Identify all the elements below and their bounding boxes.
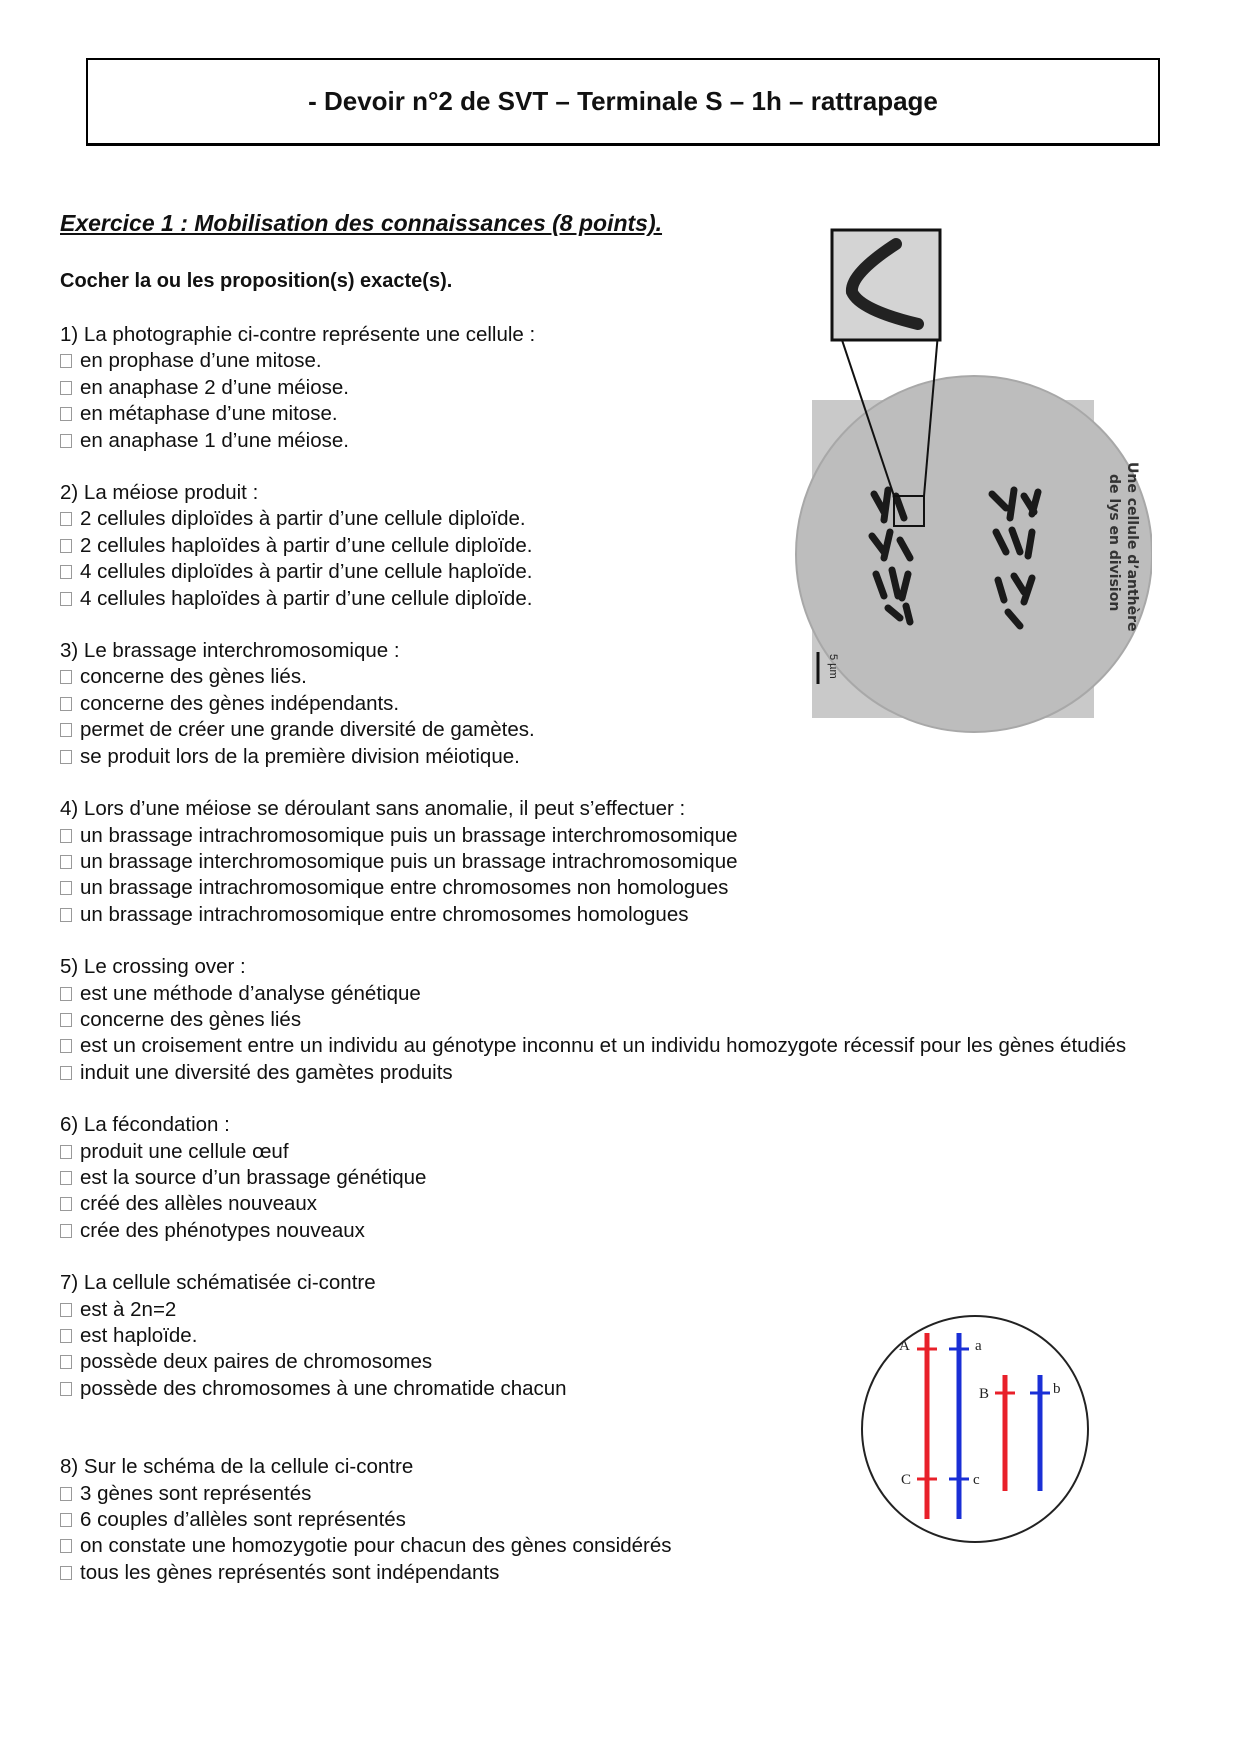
photo-caption-line1: Une cellule d’anthère bbox=[1124, 462, 1140, 632]
question-prompt: 3) Le brassage interchromosomique : bbox=[60, 639, 400, 663]
question-prompt: 4) Lors d’une méiose se déroulant sans anomalie, il peut s’effectuer : bbox=[60, 797, 686, 821]
option-label: est une méthode d’analyse génétique bbox=[80, 981, 421, 1005]
option[interactable] bbox=[60, 902, 1190, 928]
option-label: crée des phénotypes nouveaux bbox=[80, 1218, 365, 1242]
title-box bbox=[86, 58, 1160, 146]
option-label: concerne des gènes liés. bbox=[80, 665, 307, 689]
allele-A-label: A bbox=[899, 1338, 910, 1354]
checkbox[interactable] bbox=[60, 434, 72, 448]
allele-B-label: B bbox=[979, 1386, 990, 1402]
checkbox[interactable] bbox=[60, 908, 72, 922]
exercise-heading: Exercice 1 : Mobilisation des connaissances (8 points). bbox=[60, 210, 663, 236]
checkbox[interactable] bbox=[60, 1355, 72, 1369]
allele-a-label: a bbox=[975, 1338, 982, 1354]
checkbox[interactable] bbox=[60, 670, 72, 684]
question-prompt: 2) La méiose produit : bbox=[60, 481, 259, 505]
question-6 bbox=[60, 1112, 1190, 1244]
option-label: on constate une homozygotie pour chacun des gènes considérés bbox=[80, 1534, 672, 1558]
option-label: 4 cellules haploïdes à partir d’une cellule diploïde. bbox=[80, 586, 533, 610]
checkbox[interactable] bbox=[60, 1145, 72, 1159]
question-5 bbox=[60, 954, 1190, 1086]
option-label: permet de créer une grande diversité de gamètes. bbox=[80, 718, 535, 742]
option[interactable] bbox=[60, 1007, 1190, 1033]
option[interactable] bbox=[60, 1033, 1190, 1059]
option[interactable] bbox=[60, 981, 1190, 1007]
option-label: induit une diversité des gamètes produits bbox=[80, 1060, 453, 1084]
checkbox[interactable] bbox=[60, 881, 72, 895]
checkbox[interactable] bbox=[60, 592, 72, 606]
question-prompt: 1) La photographie ci-contre représente une cellule : bbox=[60, 323, 536, 346]
checkbox[interactable] bbox=[60, 987, 72, 1001]
option-label: est un croisement entre un individu au génotype inconnu et un individu homozygote récessif pour les gènes étudiés bbox=[80, 1034, 1127, 1058]
checkbox[interactable] bbox=[60, 1066, 72, 1080]
option[interactable] bbox=[60, 823, 1190, 849]
option-label: un brassage intrachromosomique entre chromosomes homologues bbox=[80, 902, 689, 926]
cell-diagram bbox=[855, 1305, 1095, 1545]
option[interactable] bbox=[60, 1139, 1190, 1165]
option-label: est la source d’un brassage génétique bbox=[80, 1165, 427, 1189]
checkbox[interactable] bbox=[60, 1197, 72, 1211]
option-label: un brassage interchromosomique puis un brassage intrachromosomique bbox=[80, 849, 738, 873]
checkbox[interactable] bbox=[60, 723, 72, 737]
checkbox[interactable] bbox=[60, 512, 72, 526]
allele-C-label: C bbox=[901, 1472, 912, 1488]
option-label: en anaphase 1 d’une méiose. bbox=[80, 428, 349, 452]
option-label: un brassage intrachromosomique entre chromosomes non homologues bbox=[80, 876, 729, 900]
checkbox[interactable] bbox=[60, 855, 72, 869]
option-label: 6 couples d’allèles sont représentés bbox=[80, 1508, 406, 1532]
question-prompt: 8) Sur le schéma de la cellule ci-contre bbox=[60, 1455, 414, 1479]
option-label: est à 2n=2 bbox=[80, 1297, 177, 1321]
checkbox[interactable] bbox=[60, 1039, 72, 1053]
allele-c-label: c bbox=[973, 1472, 980, 1488]
option-label: est haploïde. bbox=[80, 1324, 198, 1347]
checkbox[interactable] bbox=[60, 1013, 72, 1027]
checkbox[interactable] bbox=[60, 750, 72, 764]
allele-b-label: b bbox=[1053, 1381, 1061, 1397]
checkbox[interactable] bbox=[60, 1303, 72, 1317]
cell-micrograph bbox=[792, 214, 1152, 754]
checkbox[interactable] bbox=[60, 1171, 72, 1185]
checkbox[interactable] bbox=[60, 407, 72, 421]
checkbox[interactable] bbox=[60, 1539, 72, 1553]
checkbox[interactable] bbox=[60, 1566, 72, 1580]
photo-caption-line2: de lys en division bbox=[1106, 474, 1122, 612]
checkbox[interactable] bbox=[60, 565, 72, 579]
option[interactable] bbox=[60, 1191, 1190, 1217]
option-label: tous les gènes représentés sont indépendants bbox=[80, 1560, 500, 1584]
option[interactable] bbox=[60, 1218, 1190, 1244]
question-4 bbox=[60, 796, 1190, 928]
cell-outline bbox=[796, 376, 1152, 732]
option-label: 2 cellules diploïdes à partir d’une cellule diploïde. bbox=[80, 507, 526, 531]
option[interactable] bbox=[60, 849, 1190, 875]
option[interactable] bbox=[60, 1165, 1190, 1191]
option-label: 2 cellules haploïdes à partir d’une cellule diploïde. bbox=[80, 533, 533, 557]
option-label: 3 gènes sont représentés bbox=[80, 1481, 312, 1505]
option-label: en anaphase 2 d’une méiose. bbox=[80, 375, 349, 399]
checkbox[interactable] bbox=[60, 697, 72, 711]
question-prompt: 7) La cellule schématisée ci-contre bbox=[60, 1271, 376, 1295]
option-label: se produit lors de la première division méiotique. bbox=[80, 744, 520, 768]
option[interactable] bbox=[60, 1560, 1190, 1586]
scale-label: 5 µm bbox=[827, 654, 839, 679]
checkbox[interactable] bbox=[60, 539, 72, 553]
option-label: concerne des gènes liés bbox=[80, 1007, 302, 1031]
checkbox[interactable] bbox=[60, 829, 72, 843]
option-label: créé des allèles nouveaux bbox=[80, 1192, 318, 1216]
page-title: - Devoir n°2 de SVT – Terminale S – 1h – rattrapage bbox=[308, 86, 938, 116]
checkbox[interactable] bbox=[60, 1329, 72, 1343]
option-label: un brassage intrachromosomique puis un brassage interchromosomique bbox=[80, 823, 738, 847]
question-prompt: 5) Le crossing over : bbox=[60, 955, 246, 979]
option-label: concerne des gènes indépendants. bbox=[80, 691, 400, 715]
checkbox[interactable] bbox=[60, 1224, 72, 1238]
option-label: possède deux paires de chromosomes bbox=[80, 1350, 433, 1374]
option[interactable] bbox=[60, 875, 1190, 901]
option[interactable] bbox=[60, 1060, 1190, 1086]
instruction: Cocher la ou les proposition(s) exacte(s). bbox=[60, 270, 453, 292]
checkbox[interactable] bbox=[60, 1513, 72, 1527]
checkbox[interactable] bbox=[60, 1487, 72, 1501]
option-label: 4 cellules diploïdes à partir d’une cellule haploïde. bbox=[80, 560, 533, 584]
question-prompt: 6) La fécondation : bbox=[60, 1113, 230, 1137]
option-label: produit une cellule œuf bbox=[80, 1139, 289, 1163]
option-label: en métaphase d’une mitose. bbox=[80, 402, 338, 426]
option-label: possède des chromosomes à une chromatide chacun bbox=[80, 1376, 567, 1400]
checkbox[interactable] bbox=[60, 1382, 72, 1396]
option-label: en prophase d’une mitose. bbox=[80, 349, 322, 373]
checkbox[interactable] bbox=[60, 381, 72, 395]
checkbox[interactable] bbox=[60, 354, 72, 368]
